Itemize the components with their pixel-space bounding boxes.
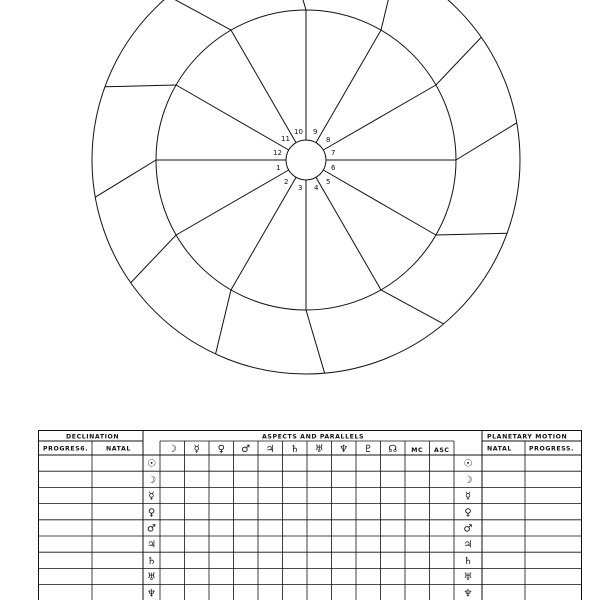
planetary-motion-header: PLANETARY MOTION bbox=[487, 433, 568, 441]
planet-rows bbox=[38, 459, 582, 600]
cusp-line-outer bbox=[287, 0, 306, 10]
house-number-7: 7 bbox=[331, 149, 336, 157]
cusp-line-inner bbox=[323, 170, 436, 235]
planet-row-glyph-left: ♆ bbox=[147, 588, 156, 600]
planet-row-glyph-right: ♄ bbox=[463, 555, 473, 567]
cusp-line-inner bbox=[176, 85, 289, 150]
cusp-line-outer bbox=[306, 310, 325, 373]
cusp-line-outer bbox=[95, 160, 156, 197]
house-number-2: 2 bbox=[284, 178, 289, 186]
house-number-9: 9 bbox=[313, 128, 318, 136]
planet-row-glyph-right: ☽ bbox=[463, 474, 473, 486]
natal-column-header: NATAL bbox=[106, 445, 131, 453]
progress-motion-column-header: PROGRESS. bbox=[529, 445, 575, 453]
aspect-column-header: ♅ bbox=[314, 444, 324, 455]
planet-row-glyph-right: ♀ bbox=[464, 507, 472, 519]
aspect-column-header: ASC bbox=[433, 447, 450, 454]
house-number-1: 1 bbox=[276, 164, 281, 172]
cusp-line-inner bbox=[231, 30, 296, 143]
cusp-line-outer bbox=[436, 37, 481, 85]
aspect-column-header: ☊ bbox=[388, 444, 398, 455]
cusp-line-inner bbox=[231, 177, 296, 290]
aspect-grid bbox=[185, 441, 430, 600]
house-number-4: 4 bbox=[314, 184, 319, 192]
planet-row-glyph-right: ☉ bbox=[463, 458, 473, 470]
aspect-column-header: ♆ bbox=[339, 444, 349, 455]
house-number-12: 12 bbox=[273, 149, 282, 157]
house-number-10: 10 bbox=[294, 128, 303, 136]
house-number-8: 8 bbox=[326, 136, 331, 144]
planet-row-glyph-right: ♂ bbox=[463, 523, 473, 535]
cusp-line-outer bbox=[216, 290, 231, 354]
planet-row-glyph-left: ☽ bbox=[147, 474, 156, 486]
planet-row-glyph-left: ♅ bbox=[147, 572, 156, 584]
aspect-column-header: ♃ bbox=[265, 444, 275, 455]
planet-row-glyph-left: ♂ bbox=[147, 523, 156, 535]
planet-row-glyph-right: ♅ bbox=[463, 572, 473, 584]
planet-row-glyph-right: ☿ bbox=[464, 491, 472, 503]
center-circle bbox=[286, 140, 326, 180]
aspect-column-header: ♂ bbox=[241, 444, 251, 455]
natal-motion-column-header: NATAL bbox=[487, 445, 512, 453]
cusp-line-outer bbox=[168, 0, 231, 30]
cusp-line-inner bbox=[323, 85, 436, 150]
aspect-column-header: ♀ bbox=[217, 444, 225, 455]
planet-row-glyph-left: ♀ bbox=[147, 507, 156, 519]
cusp-line-outer bbox=[381, 290, 444, 324]
aspect-column-header: ☿ bbox=[193, 444, 200, 455]
aspects-header: ASPECTS AND PARALLELS bbox=[262, 433, 365, 441]
cusp-line-inner bbox=[316, 177, 381, 290]
cusp-line-outer bbox=[131, 235, 176, 283]
table-frame bbox=[39, 431, 582, 600]
aspect-column-header: ♇ bbox=[363, 444, 373, 455]
cusp-line-outer bbox=[105, 85, 176, 87]
cusp-line-inner bbox=[176, 170, 289, 235]
house-number-11: 11 bbox=[281, 135, 290, 143]
house-number-3: 3 bbox=[298, 184, 303, 192]
planet-row-glyph-left: ♃ bbox=[147, 539, 156, 551]
planet-row-glyph-left: ☿ bbox=[148, 491, 155, 503]
planet-row-glyph-right: ♃ bbox=[463, 539, 473, 551]
house-number-6: 6 bbox=[331, 164, 336, 172]
progressed-column-header: PROGRES6. bbox=[43, 445, 89, 453]
cusp-line-inner bbox=[316, 30, 381, 143]
cusp-line-outer bbox=[456, 123, 517, 160]
planet-row-glyph-left: ♄ bbox=[147, 555, 156, 567]
cusp-line-outer bbox=[381, 0, 396, 30]
cusp-line-outer bbox=[436, 233, 507, 235]
aspect-column-headers bbox=[168, 444, 450, 455]
house-number-5: 5 bbox=[326, 178, 331, 186]
aspect-column-header: ☽ bbox=[167, 444, 177, 455]
aspect-column-header: ♄ bbox=[290, 444, 300, 455]
planet-row-glyph-left: ☉ bbox=[147, 458, 156, 470]
planet-row-glyph-right: ♆ bbox=[463, 588, 473, 600]
aspect-column-header: MC bbox=[411, 447, 424, 454]
declination-header: DECLINATION bbox=[66, 433, 120, 441]
aspects-table bbox=[38, 430, 582, 600]
